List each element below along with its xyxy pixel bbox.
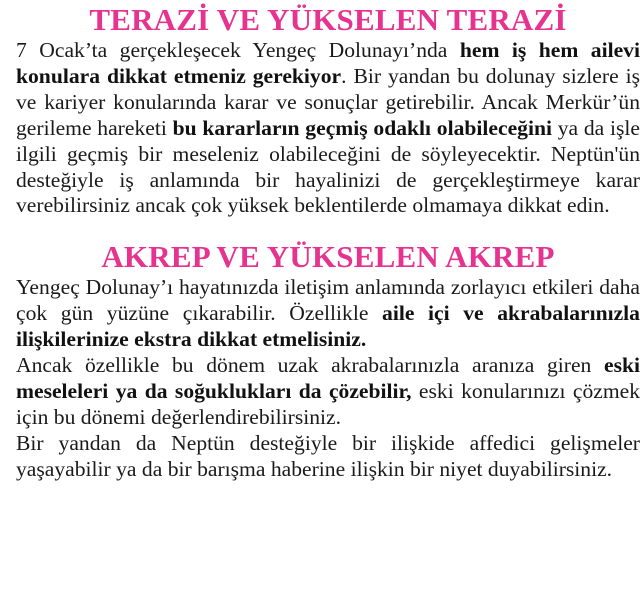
- paragraph: [16, 38, 640, 219]
- paragraph: [16, 431, 640, 483]
- body-text: eski konularınızı çözmek için bu dönemi değerlendirebilirsiniz.: [16, 378, 640, 429]
- section-title-terazi: TERAZİ VE YÜKSELEN TERAZİ: [89, 2, 567, 37]
- section-body-akrep: [16, 275, 640, 482]
- body-text: Ancak özellikle bu dönem uzak akrabalarınızla aranıza giren: [16, 353, 604, 378]
- section-body-terazi: [16, 38, 640, 219]
- emphasis-text: hem iş hem ailevi konulara dikkat etmeniz gerekiyor: [16, 38, 640, 88]
- body-text: 7 Ocak’ta gerçekleşecek Yengeç Dolunayı’nda: [16, 38, 460, 62]
- emphasis-text: eski meseleleri ya da soğuklukları da çözebilir,: [16, 353, 640, 403]
- body-text: Yengeç Dolunay’ı hayatınızda iletişim anlamında zorlayıcı etkileri daha çok gün yüzüne çıkarabilir. Özellikle: [16, 275, 640, 326]
- section-title-akrep: AKREP VE YÜKSELEN AKREP: [101, 239, 555, 275]
- emphasis-text: aile içi ve akrabalarınızla ilişkilerinize ekstra dikkat etmelisiniz.: [16, 301, 640, 352]
- paragraph: [16, 275, 640, 353]
- emphasis-text: bu kararların geçmiş odaklı olabileceğini: [172, 115, 552, 140]
- body-text: . Bir yandan bu dolunay sizlere iş ve kariyer konularında karar ve sonuçlar getirebilir. Ancak Merkür’ün gerileme hareketi: [16, 63, 640, 140]
- paragraph: [16, 353, 640, 431]
- body-text: Bir yandan da Neptün desteğiyle bir ilişkide affedici gelişmeler yaşayabilir ya da bir barışma haberine ilişkin bir niyet duyabilirsiniz.: [16, 430, 640, 481]
- body-text: ya da işle ilgili geçmiş bir meseleniz olabileceğini de söyleyecektir. Neptün'ün desteğiyle iş anlamında bir hayalinizi de gerçekleştirmeye karar verebilirsiniz ancak çok yüksek beklentilerde olmamaya dikkat edin.: [16, 115, 641, 218]
